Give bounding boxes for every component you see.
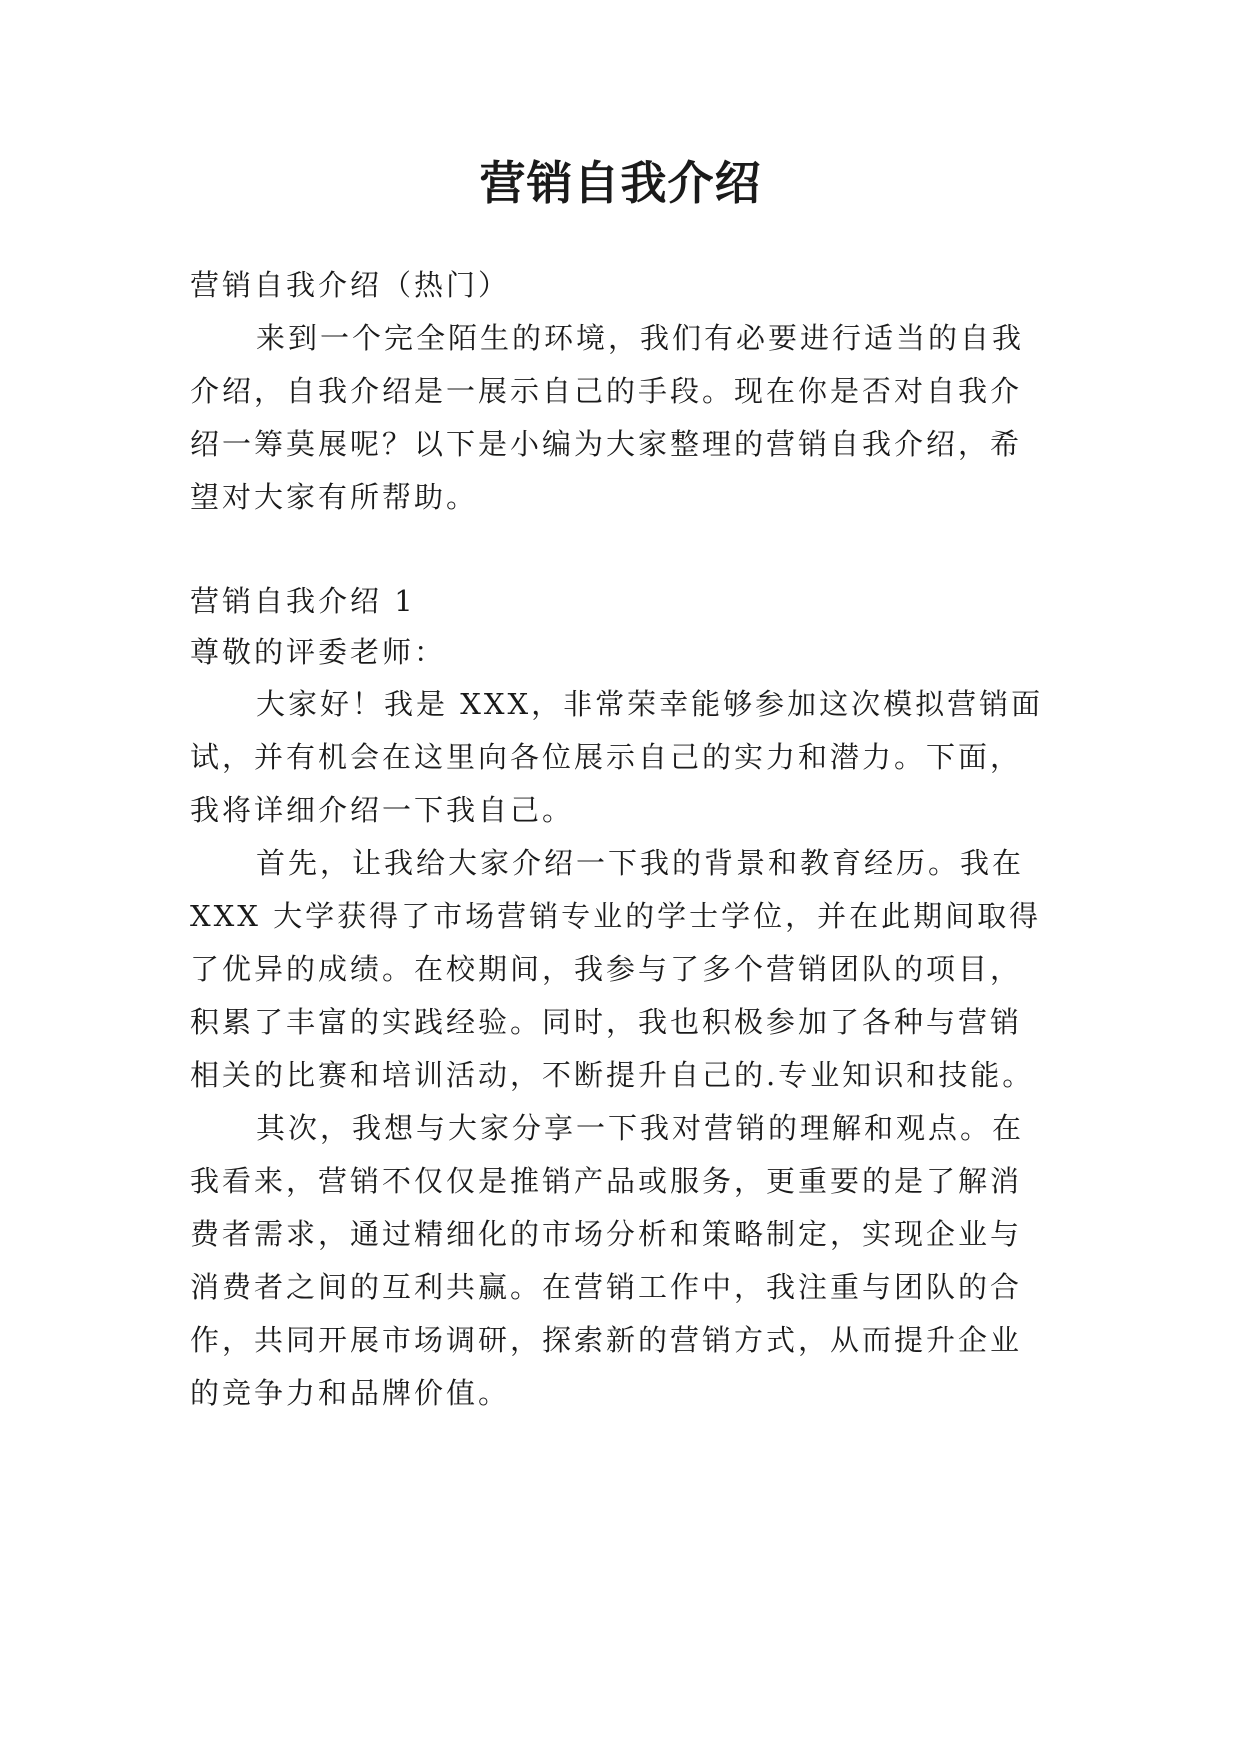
section-heading: 营销自我介绍 1: [190, 584, 416, 618]
paragraph3-line-4: 消费者之间的互利共赢。在营销工作中，我注重与团队的合: [190, 1270, 1023, 1304]
paragraph2-line-5: 相关的比赛和培训活动，不断提升自己的.专业知识和技能。: [190, 1058, 1035, 1092]
paragraph1-line-3: 我将详细介绍一下我自己。: [190, 793, 575, 827]
paragraph2-line-2: XXX 大学获得了市场营销专业的学士学位，并在此期间取得: [190, 899, 1042, 933]
intro-line-1: 来到一个完全陌生的环境，我们有必要进行适当的自我: [256, 321, 1025, 355]
intro-line-3: 绍一筹莫展呢？以下是小编为大家整理的营销自我介绍，希: [190, 427, 1023, 461]
paragraph3-line-1: 其次，我想与大家分享一下我对营销的理解和观点。在: [256, 1111, 1025, 1145]
paragraph2-line-3: 了优异的成绩。在校期间，我参与了多个营销团队的项目，: [190, 952, 1023, 986]
salutation: 尊敬的评委老师：: [190, 635, 447, 669]
document-subtitle: 营销自我介绍（热门）: [190, 268, 511, 302]
paragraph2-line-1: 首先，让我给大家介绍一下我的背景和教育经历。我在: [256, 846, 1025, 880]
paragraph3-line-6: 的竞争力和品牌价值。: [190, 1376, 511, 1410]
paragraph1-line-1: 大家好！我是 XXX，非常荣幸能够参加这次模拟营销面: [256, 687, 1044, 721]
intro-line-4: 望对大家有所帮助。: [190, 480, 479, 514]
paragraph3-line-5: 作，共同开展市场调研，探索新的营销方式，从而提升企业: [190, 1323, 1023, 1357]
intro-line-2: 介绍，自我介绍是一展示自己的手段。现在你是否对自我介: [190, 374, 1023, 408]
document-title: 营销自我介绍: [479, 156, 762, 210]
paragraph1-line-2: 试，并有机会在这里向各位展示自己的实力和潜力。下面，: [190, 740, 1023, 774]
paragraph3-line-2: 我看来，营销不仅仅是推销产品或服务，更重要的是了解消: [190, 1164, 1023, 1198]
paragraph2-line-4: 积累了丰富的实践经验。同时，我也积极参加了各种与营销: [190, 1005, 1023, 1039]
paragraph3-line-3: 费者需求，通过精细化的市场分析和策略制定，实现企业与: [190, 1217, 1023, 1251]
